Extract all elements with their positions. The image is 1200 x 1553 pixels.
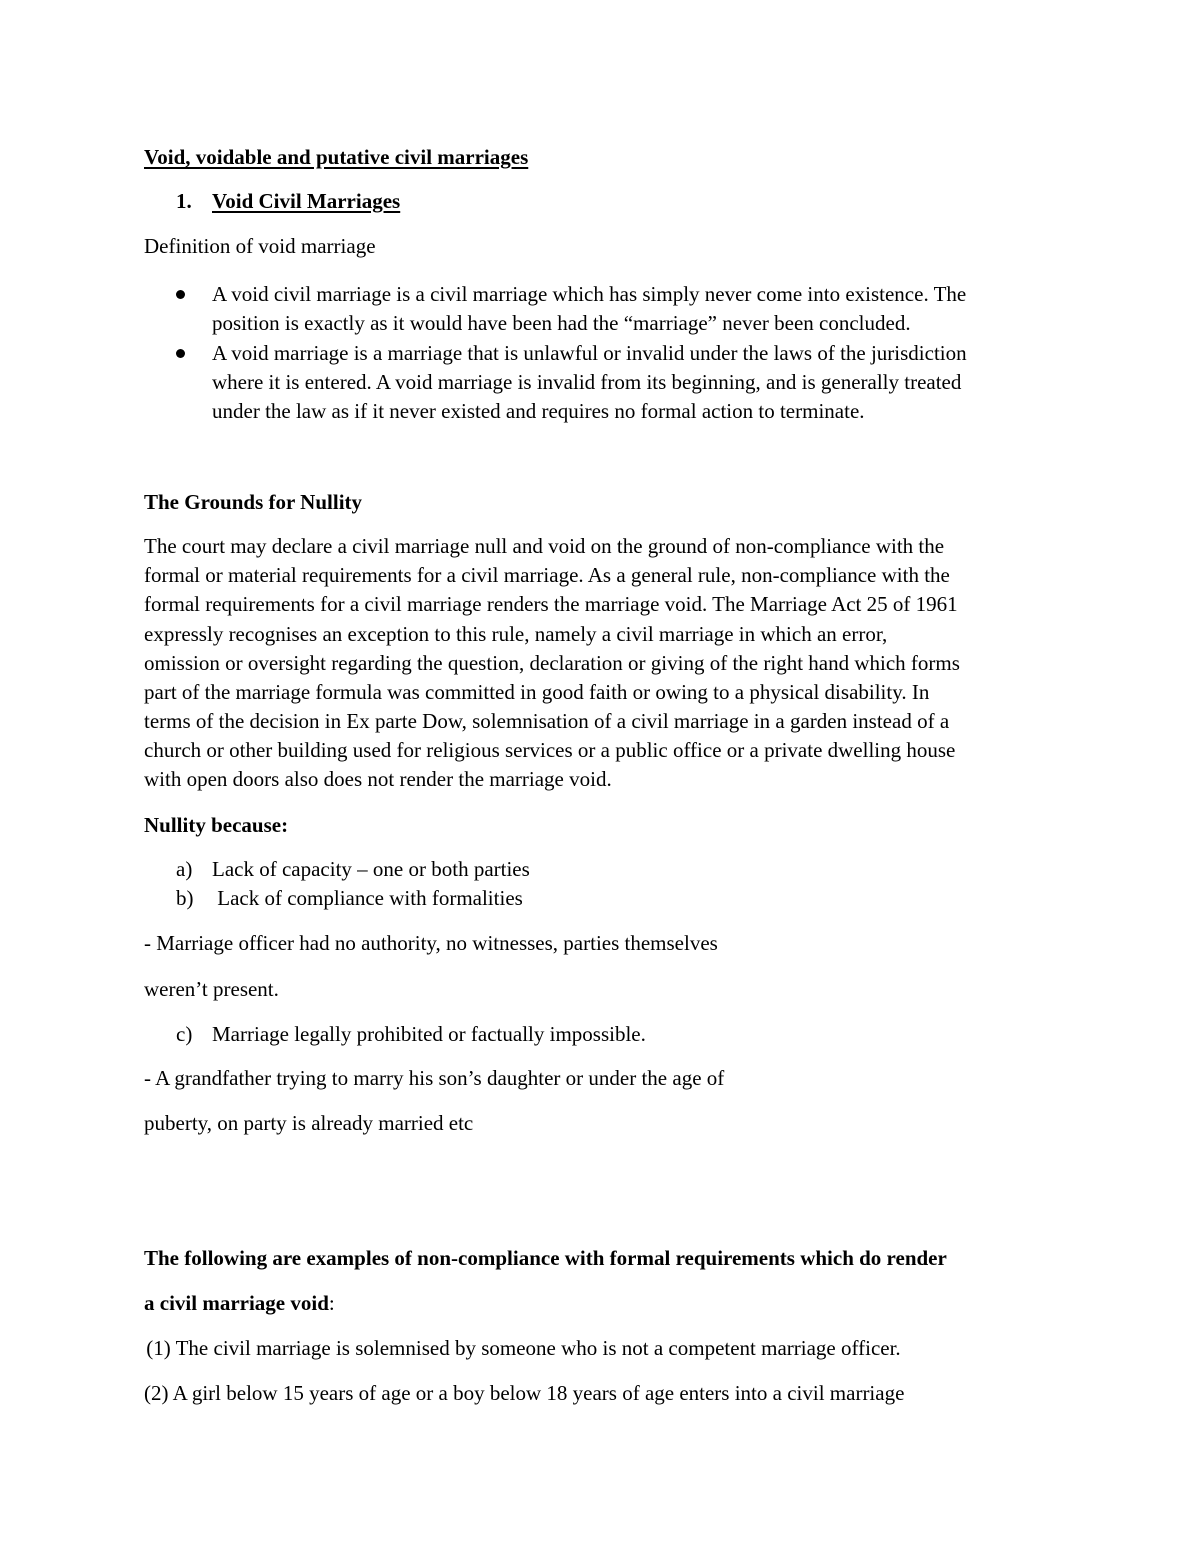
bullet-icon	[176, 349, 185, 358]
nullity-note-line: weren’t present.	[144, 977, 279, 1001]
examples-heading-colon: :	[328, 1291, 335, 1315]
nullity-item-marker: a)	[176, 857, 193, 881]
nullity-item-text: Marriage legally prohibited or factually impossible.	[212, 1022, 646, 1046]
bullet-icon	[176, 290, 185, 299]
nullity-heading: Nullity because:	[144, 813, 289, 837]
grounds-paragraph-line: expressly recognises an exception to this rule, namely a civil marriage in which an error,	[144, 622, 888, 646]
nullity-item-marker: c)	[176, 1022, 193, 1046]
section-heading: Void Civil Marriages	[212, 189, 401, 213]
grounds-paragraph-line: formal requirements for a civil marriage renders the marriage void. The Marriage Act 25 of 1961	[144, 592, 958, 616]
grounds-paragraph-line: church or other building used for religious services or a public office or a private dwelling house	[144, 738, 956, 762]
grounds-paragraph-line: formal or material requirements for a civil marriage. As a general rule, non-compliance with the	[144, 563, 950, 587]
nullity-item-marker: b)	[176, 886, 194, 910]
bullet-2-line-2: where it is entered. A void marriage is invalid from its beginning, and is generally treated	[212, 370, 962, 394]
example-item: (2) A girl below 15 years of age or a boy below 18 years of age enters into a civil marriage	[144, 1381, 905, 1405]
examples-heading-text: a civil marriage void	[144, 1291, 329, 1315]
nullity-note-line: puberty, on party is already married etc	[144, 1111, 474, 1135]
grounds-paragraph-line: omission or oversight regarding the question, declaration or giving of the right hand which forms	[144, 651, 960, 675]
grounds-paragraph-line: The court may declare a civil marriage null and void on the ground of non-compliance with the	[144, 534, 945, 558]
document-title: Void, voidable and putative civil marriages	[144, 145, 529, 169]
nullity-item-text: Lack of compliance with formalities	[212, 886, 523, 910]
section-number: 1.	[176, 189, 192, 213]
grounds-paragraph-line: part of the marriage formula was committed in good faith or owing to a physical disability. In	[144, 680, 930, 704]
definition-label: Definition of void marriage	[144, 234, 376, 258]
nullity-note-line: - A grandfather trying to marry his son’s daughter or under the age of	[144, 1066, 725, 1090]
examples-heading-line-2	[144, 1293, 335, 1314]
nullity-item-text: Lack of capacity – one or both parties	[212, 857, 530, 881]
grounds-paragraph-line: with open doors also does not render the marriage void.	[144, 767, 612, 791]
bullet-1-line-2: position is exactly as it would have been had the “marriage” never been concluded.	[212, 311, 911, 335]
bullet-2-line-1: A void marriage is a marriage that is unlawful or invalid under the laws of the jurisdiction	[212, 341, 967, 365]
example-item: (1) The civil marriage is solemnised by someone who is not a competent marriage officer.	[141, 1336, 901, 1360]
examples-heading-line: The following are examples of non-compliance with formal requirements which do render	[144, 1246, 947, 1270]
nullity-note-line: - Marriage officer had no authority, no witnesses, parties themselves	[144, 931, 718, 955]
grounds-paragraph-line: terms of the decision in Ex parte Dow, solemnisation of a civil marriage in a garden instead of a	[144, 709, 950, 733]
bullet-1-line-1: A void civil marriage is a civil marriage which has simply never come into existence. The	[212, 282, 967, 306]
bullet-2-line-3: under the law as if it never existed and requires no formal action to terminate.	[212, 399, 865, 423]
grounds-heading: The Grounds for Nullity	[144, 490, 363, 514]
